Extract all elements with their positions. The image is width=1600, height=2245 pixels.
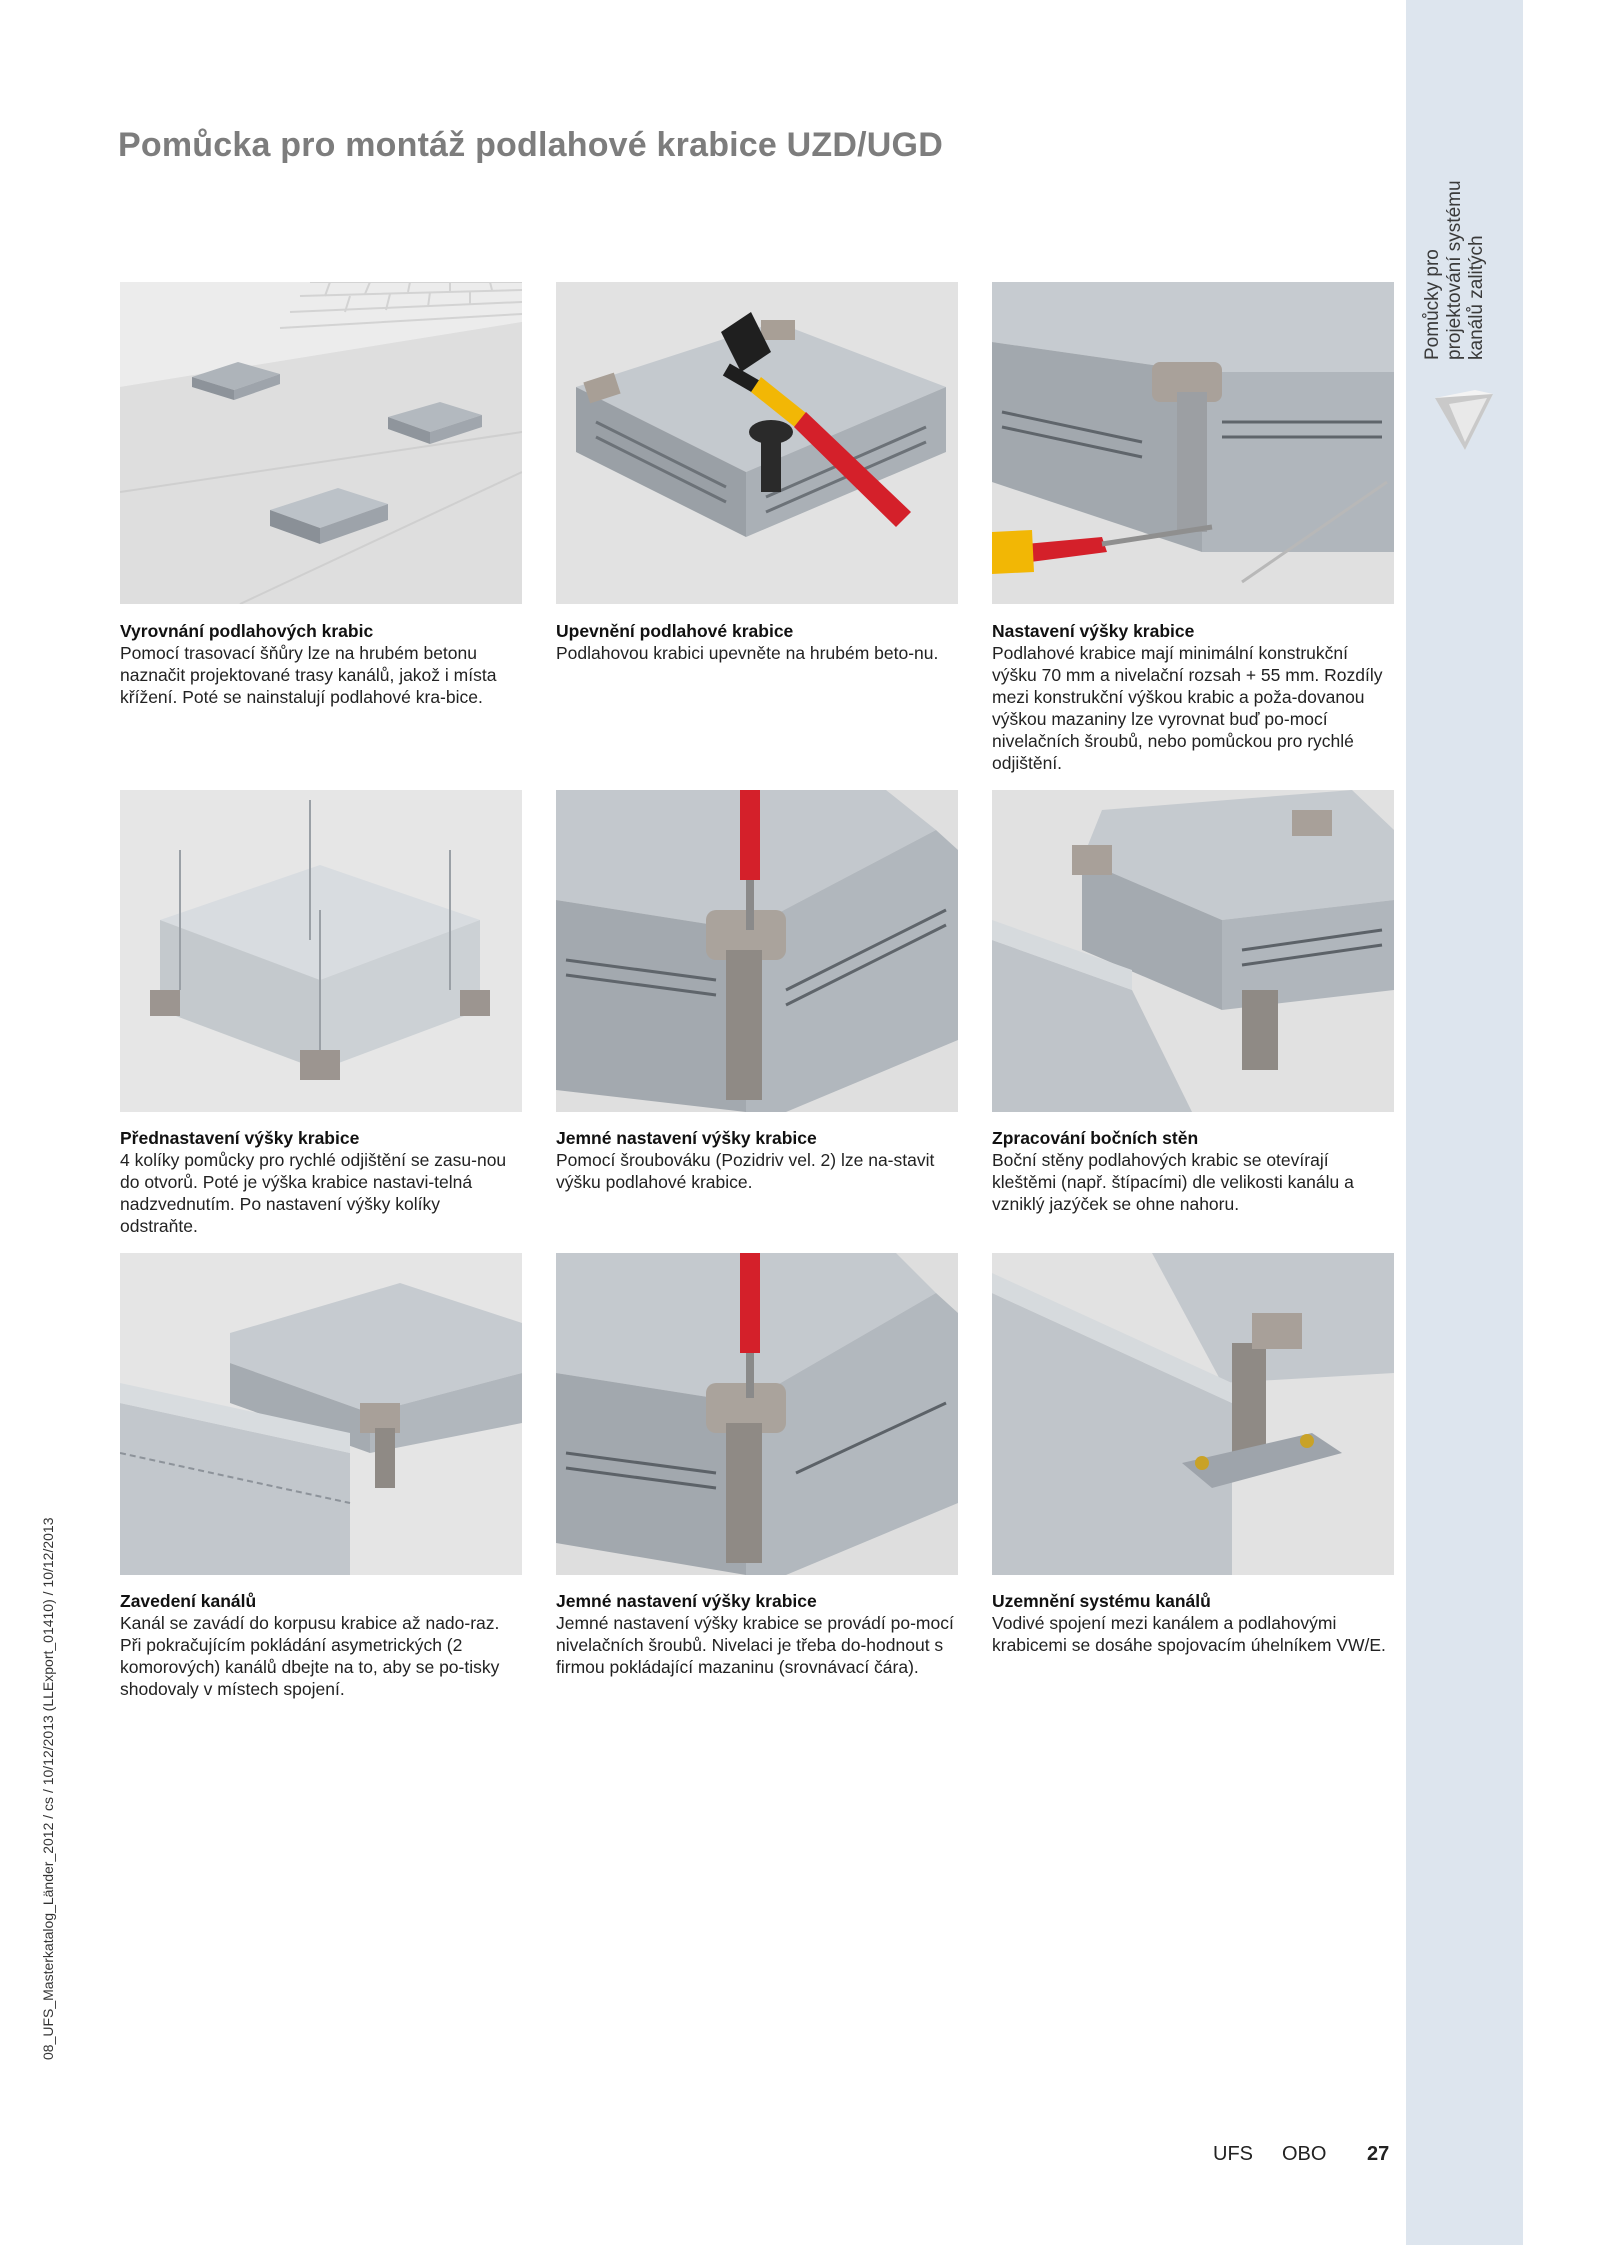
- page-title: Pomůcka pro montáž podlahové krabice UZD/UGD: [118, 126, 943, 164]
- caption-body: Vodivé spojení mezi kanálem a podlahovými krabicemi se dosáhe spojovacím úhelníkem VW/E.: [992, 1613, 1386, 1655]
- caption-title: Jemné nastavení výšky krabice: [556, 1591, 817, 1611]
- caption-step-8: [556, 1590, 958, 1678]
- footer-series: UFS: [1213, 2143, 1253, 2165]
- caption-title: Jemné nastavení výšky krabice: [556, 1128, 817, 1148]
- caption-body: Kanál se zavádí do korpusu krabice až nado-raz. Při pokračujícím pokládání asymetrických (2 komorových) kanálů dbejte na to, aby se po-tisky shodovaly v místech spojení.: [120, 1613, 500, 1699]
- caption-body: 4 kolíky pomůcky pro rychlé odjištění se zasu-nou do otvorů. Poté je výška krabice nastavi-telná nadzvednutím. Po nastavení výšky kolíky odstraňte.: [120, 1150, 507, 1236]
- caption-title: Nastavení výšky krabice: [992, 621, 1195, 641]
- photo-floor-boxes: [120, 282, 522, 604]
- caption-title: Zavedení kanálů: [120, 1591, 257, 1611]
- caption-body: Pomocí trasovací šňůry lze na hrubém betonu naznačit projektované trasy kanálů, jakož i místa křížení. Poté se nainstalují podlahové kra-bice.: [120, 643, 497, 707]
- photo-transparent-box: [120, 790, 522, 1112]
- section-arrow-icon: [1435, 390, 1493, 450]
- sidebar-line-2: projektování systému: [1444, 180, 1465, 360]
- print-metadata: 08_UFS_Masterkatalog_Länder_2012 / cs / 10/12/2013 (LLExport_01410) / 10/12/2013: [40, 1517, 56, 2060]
- sidebar-line-3: kanálů zalitých: [1466, 235, 1487, 360]
- caption-title: Zpracování bočních stěn: [992, 1128, 1199, 1148]
- caption-title: Upevnění podlahové krabice: [556, 621, 794, 641]
- photo-hammer-box: [556, 282, 958, 604]
- footer-brand: OBO: [1282, 2143, 1327, 2165]
- photo-screwdriver-box: [992, 282, 1394, 604]
- caption-step-1: [120, 620, 522, 708]
- sidebar-section-label: [1422, 140, 1507, 360]
- caption-body: Boční stěny podlahových krabic se otevírají kleštěmi (např. štípacími) dle velikosti kanálu a vzniklý jazýček se ohne nahoru.: [992, 1150, 1354, 1214]
- caption-body: Jemné nastavení výšky krabice se provádí po-mocí nivelačních šroubů. Nivelaci je třeba do-hodnout s firmou pokládající mazaninu (srovnávací čára).: [556, 1613, 954, 1677]
- sidebar-line-1: Pomůcky pro: [1422, 249, 1443, 360]
- caption-body: Podlahovou krabici upevněte na hrubém beto-nu.: [556, 643, 939, 663]
- caption-body: Pomocí šroubováku (Pozidriv vel. 2) lze na-stavit výšku podlahové krabice.: [556, 1150, 935, 1192]
- caption-body: Podlahové krabice mají minimální konstrukční výšku 70 mm a nivelační rozsah + 55 mm. Rozdíly mezi konstrukční výškou krabic a poža-dovanou výškou mazaniny lze vyrovnat buď po-mocí nivelačních šroubů, nebo pomůckou pro rychlé odjištění.: [992, 643, 1383, 773]
- page-number: 27: [1367, 2143, 1390, 2165]
- photo-grounding: [992, 1253, 1394, 1575]
- caption-title: Přednastavení výšky krabice: [120, 1128, 360, 1148]
- caption-title: Uzemnění systému kanálů: [992, 1591, 1211, 1611]
- photo-side-wall: [992, 790, 1394, 1112]
- caption-step-6: [992, 1127, 1394, 1215]
- caption-step-3: [992, 620, 1394, 774]
- caption-title: Vyrovnání podlahových krabic: [120, 621, 374, 641]
- caption-step-2: [556, 620, 958, 664]
- photo-duct-insertion: [120, 1253, 522, 1575]
- photo-screwdriver-leveling: [556, 1253, 958, 1575]
- photo-screwdriver-corner: [556, 790, 958, 1112]
- caption-step-9: [992, 1590, 1394, 1656]
- caption-step-7: [120, 1590, 522, 1700]
- caption-step-4: [120, 1127, 522, 1237]
- caption-step-5: [556, 1127, 958, 1193]
